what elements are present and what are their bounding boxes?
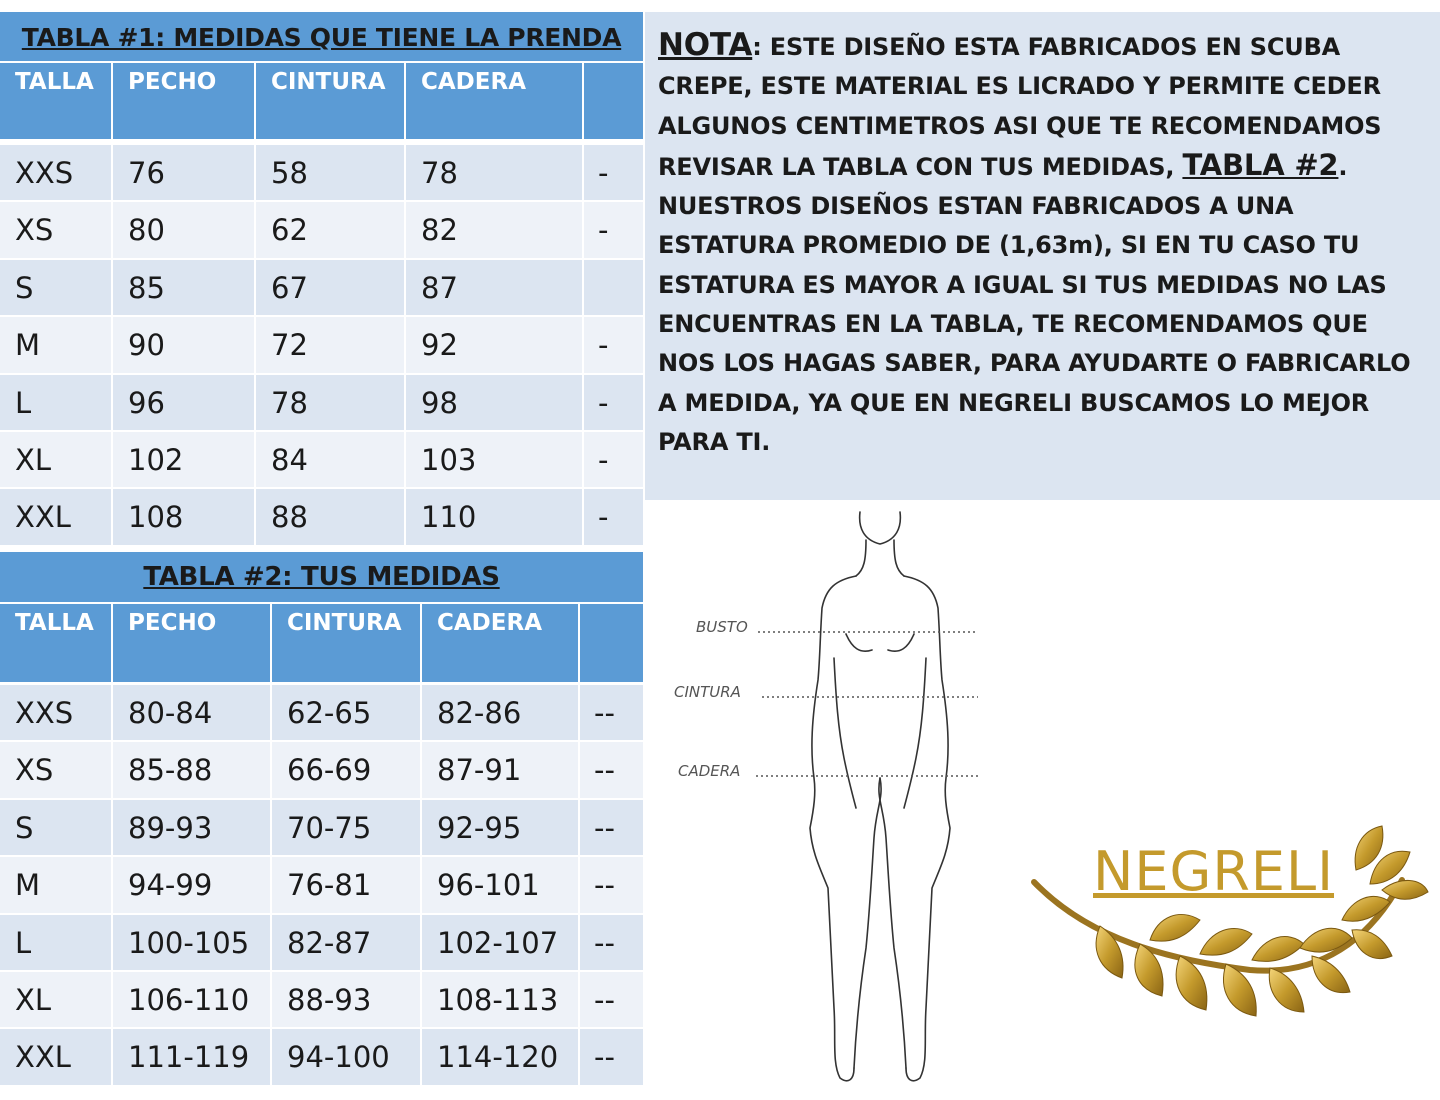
cell-extra: -	[598, 156, 609, 190]
cell-extra: --	[594, 753, 615, 788]
your-measurements-table	[0, 552, 643, 1087]
cell-extra: --	[594, 868, 615, 903]
cell-pecho: 100-105	[113, 915, 272, 970]
cell-cadera: 92-95	[422, 800, 580, 855]
cell-cintura: 84	[256, 432, 406, 487]
table-row	[0, 317, 643, 374]
note-table-ref: TABLA #2	[1182, 147, 1339, 182]
cell-pecho: 90	[113, 317, 256, 372]
cell-cintura: 62-65	[272, 685, 422, 740]
cell-extra: -	[598, 500, 609, 535]
cell-cintura: 58	[256, 145, 406, 200]
cell-pecho: 94-99	[113, 857, 272, 912]
cell-talla: XXL	[0, 1029, 113, 1084]
table1-header-talla: TALLA	[0, 63, 113, 139]
table1-body	[0, 145, 643, 547]
table2-header-pecho: PECHO	[113, 604, 272, 682]
cell-cadera: 78	[406, 145, 584, 200]
cell-extra: --	[594, 982, 615, 1017]
label-cadera: CADERA	[678, 762, 741, 780]
table-row	[0, 432, 643, 489]
cell-talla: XL	[0, 972, 113, 1027]
table2-header-talla: TALLA	[0, 604, 113, 682]
cell-pecho: 102	[113, 432, 256, 487]
table-row	[0, 145, 643, 202]
table1-header-extra	[584, 63, 643, 139]
cell-cintura: 88	[256, 489, 406, 544]
cell-extra: --	[594, 810, 615, 845]
table-row	[0, 202, 643, 259]
cell-cadera: 87	[406, 260, 584, 315]
cell-talla: M	[0, 317, 113, 372]
label-busto: BUSTO	[696, 618, 748, 636]
cell-pecho: 85-88	[113, 742, 272, 797]
cell-cintura: 72	[256, 317, 406, 372]
cell-extra: --	[594, 696, 615, 730]
cell-cintura: 66-69	[272, 742, 422, 797]
cell-cintura: 62	[256, 202, 406, 257]
label-cintura: CINTURA	[674, 683, 741, 701]
table1-header-pecho: PECHO	[113, 63, 256, 139]
cell-cintura: 76-81	[272, 857, 422, 912]
table1-title: TABLA #1: MEDIDAS QUE TIENE LA PRENDA	[0, 12, 643, 61]
brand-logo: NEGRELI	[1093, 840, 1335, 903]
body-measurement-figure	[660, 508, 1000, 1093]
cell-extra: -	[598, 442, 609, 477]
table-row	[0, 915, 643, 972]
cell-extra: -	[598, 385, 609, 420]
note-text-3: NUESTROS DISEÑOS ESTAN FABRICADOS A UNA ESTATURA PROMEDIO DE (1,63m), SI EN TU CASO TU ESTATURA ES MAYOR A IGUAL SI TUS MEDIDAS NO LAS ENCUENTRAS EN LA TABLA, TE RECOMENDAMOS QUE NOS LOS HAGAS SABER, PARA AYUDARTE O FABRICARLO A MEDIDA, YA QUE EN NEGRELI BUSCAMOS LO MEJOR PARA TI.	[658, 192, 1411, 456]
cell-cintura: 82-87	[272, 915, 422, 970]
cell-cadera: 103	[406, 432, 584, 487]
table2-header-row	[0, 602, 643, 685]
cell-cintura: 70-75	[272, 800, 422, 855]
table-row	[0, 375, 643, 432]
cell-extra: -	[598, 328, 609, 363]
cell-talla: XL	[0, 432, 113, 487]
cell-cadera: 108-113	[422, 972, 580, 1027]
cell-pecho: 76	[113, 145, 256, 200]
cell-talla: L	[0, 375, 113, 430]
cell-cadera: 114-120	[422, 1029, 580, 1084]
table2-header-cadera: CADERA	[422, 604, 580, 682]
cell-extra: -	[598, 213, 609, 248]
cell-talla: XS	[0, 742, 113, 797]
cell-talla: L	[0, 915, 113, 970]
table-row	[0, 489, 643, 546]
table2-body	[0, 685, 643, 1087]
cell-pecho: 85	[113, 260, 256, 315]
cell-talla: XXL	[0, 489, 113, 544]
table-row	[0, 260, 643, 317]
cell-pecho: 106-110	[113, 972, 272, 1027]
note-text-1: : ESTE DISEÑO ESTA FABRICADOS EN SCUBA CREPE, ESTE MATERIAL ES LICRADO Y PERMITE CEDER ALGUNOS CENTIMETROS ASI QUE TE RECOMENDAMOS REVISAR LA TABLA CON TUS MEDIDAS,	[658, 33, 1382, 181]
table2-header-extra	[580, 604, 643, 682]
cell-pecho: 89-93	[113, 800, 272, 855]
table1-header-row	[0, 61, 643, 142]
cell-cintura: 94-100	[272, 1029, 422, 1084]
cell-talla: S	[0, 260, 113, 315]
cell-cadera: 82-86	[422, 685, 580, 740]
cell-pecho: 96	[113, 375, 256, 430]
cell-cadera: 110	[406, 489, 584, 544]
cell-cintura: 88-93	[272, 972, 422, 1027]
note-label: NOTA	[658, 27, 753, 63]
cell-cadera: 82	[406, 202, 584, 257]
cell-talla: XXS	[0, 145, 113, 200]
cell-talla: M	[0, 857, 113, 912]
table2-header-cintura: CINTURA	[272, 604, 422, 682]
cell-cadera: 87-91	[422, 742, 580, 797]
cell-pecho: 111-119	[113, 1029, 272, 1084]
cell-cintura: 78	[256, 375, 406, 430]
cell-talla: S	[0, 800, 113, 855]
cell-cadera: 96-101	[422, 857, 580, 912]
table-row	[0, 857, 643, 914]
note-box	[645, 12, 1440, 500]
table-row	[0, 685, 643, 742]
cell-extra	[584, 260, 643, 315]
cell-cadera: 92	[406, 317, 584, 372]
cell-extra: --	[594, 925, 615, 960]
table1-header-cintura: CINTURA	[256, 63, 406, 139]
cell-cadera: 102-107	[422, 915, 580, 970]
cell-extra: --	[594, 1040, 615, 1075]
cell-pecho: 80-84	[113, 685, 272, 740]
table-row	[0, 800, 643, 857]
table2-title: TABLA #2: TUS MEDIDAS	[0, 552, 643, 602]
body-outline-icon	[810, 512, 950, 1081]
cell-talla: XS	[0, 202, 113, 257]
garment-measurements-table	[0, 12, 643, 547]
table-row	[0, 742, 643, 799]
cell-pecho: 80	[113, 202, 256, 257]
cell-cintura: 67	[256, 260, 406, 315]
note-text-2: .	[1338, 152, 1348, 181]
cell-talla: XXS	[0, 685, 113, 740]
table-row	[0, 972, 643, 1029]
table1-header-cadera: CADERA	[406, 63, 584, 139]
cell-cadera: 98	[406, 375, 584, 430]
table-row	[0, 1029, 643, 1086]
cell-pecho: 108	[113, 489, 256, 544]
